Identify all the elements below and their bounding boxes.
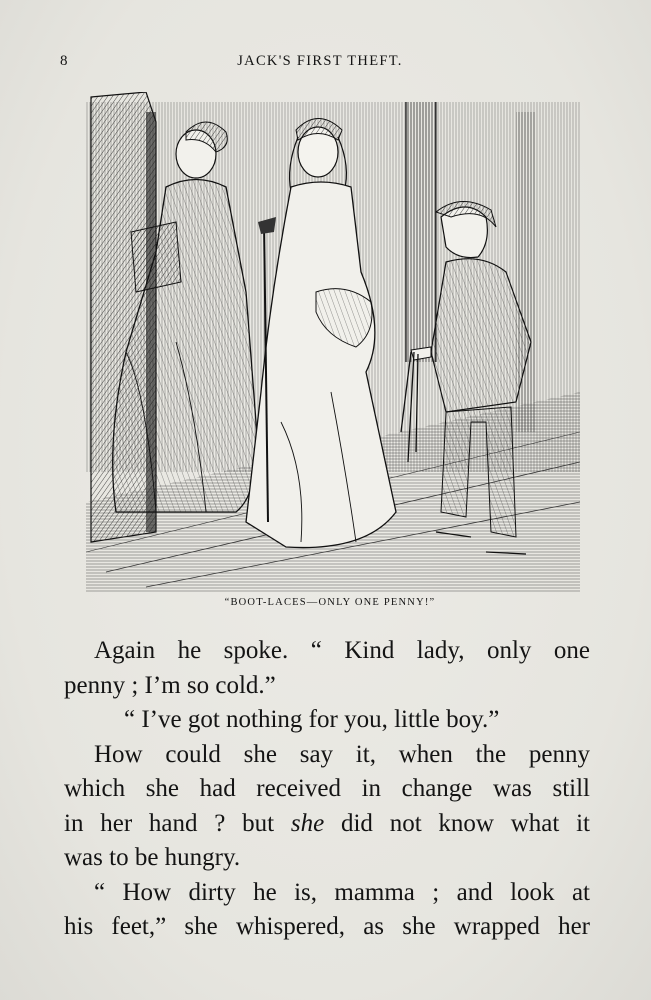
text-line (64, 807, 590, 842)
text-line: which she had received in change was still (64, 775, 590, 802)
paragraph (64, 634, 590, 669)
running-title: JACK'S FIRST THEFT. (237, 53, 403, 69)
page-number: 8 (60, 53, 68, 69)
text-fragment: did not know what it (324, 809, 590, 837)
text-line: How could she say it, when the penny (94, 740, 590, 768)
text-line: penny ; I’m so cold.” (64, 671, 276, 699)
text-fragment: in her hand ? but (64, 809, 291, 837)
emphasis: she (290, 809, 325, 837)
page-header (60, 53, 580, 77)
illustration-caption: “BOOT-LACES—ONLY ONE PENNY!” (224, 597, 436, 608)
text-line: was to be hungry. (64, 844, 241, 871)
engraving-illustration (86, 92, 580, 592)
paragraph (64, 669, 590, 704)
text-line: his feet,” she whispered, as she wrapped her (64, 913, 590, 940)
text-line: Again he spoke. “ Kind lady, only one (94, 637, 590, 664)
paragraph (64, 738, 590, 876)
body-text (64, 634, 590, 945)
text-line: “ How dirty he is, mamma ; and look at (94, 878, 590, 906)
text-line: “ I’ve got nothing for you, little boy.” (124, 706, 500, 733)
paragraph (64, 876, 590, 945)
paragraph (64, 703, 590, 738)
